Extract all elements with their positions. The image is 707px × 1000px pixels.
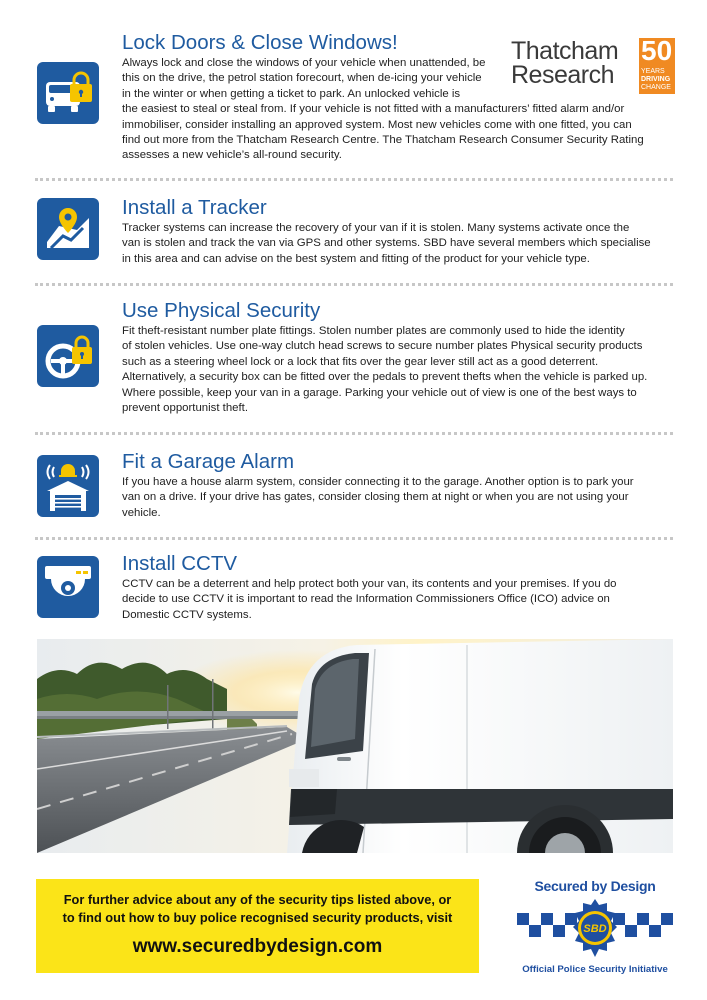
section-body	[122, 577, 676, 623]
section-heading: Use Physical Security	[122, 299, 321, 322]
text-line: van is stolen and track the van via GPS and other systems. SBD have several members which specialise	[122, 237, 651, 250]
text-line: decide to use CCTV it is important to read the Information Commissioners Office (ICO) advice on	[122, 593, 610, 606]
text-line: Alternatively, a security box can be fitted over the pedals to prevent thefts when the vehicle is parked up.	[122, 371, 648, 384]
text-line: van on a drive. If your drive has gates, consider closing them at night or when you are not using your	[122, 491, 629, 504]
van-lock-icon	[37, 62, 99, 124]
footer-advice-box	[36, 879, 479, 973]
fifty-years-badge	[639, 35, 675, 94]
section-divider	[35, 178, 673, 181]
text-line: the easiest to steal or steal from. If your vehicle is not fitted with a manufacturers’ fitted alarm and/or	[122, 103, 625, 116]
footer-text-line-1: For further advice about any of the security tips listed above, or	[63, 892, 452, 907]
text-line: find out more from the Thatcham Research Centre. The Thatcham Research Consumer Security Rating	[122, 134, 644, 147]
text-line: CCTV can be a deterrent and help protect both your van, its contents and your premises. If you do	[122, 578, 617, 590]
footer-text-line-2: to find out how to buy police recognised security products, visit	[62, 910, 453, 925]
sbd-title: Secured by Design	[534, 878, 656, 894]
white-van-photo	[37, 639, 673, 853]
text-line: Always lock and close the windows of your vehicle when unattended, be	[122, 57, 486, 69]
text-line: in this area and can advise on the best system and fitting of the product for your vehicle type.	[122, 252, 590, 265]
text-line: of stolen vehicles. Use one-way clutch head screws to secure number plates Physical security products	[122, 340, 643, 353]
text-line: Domestic CCTV systems.	[122, 608, 252, 621]
section-divider	[35, 432, 673, 435]
text-line: Where possible, keep your van in a garage. Parking your vehicle out of view is one of the best ways to	[122, 386, 637, 399]
badge-number: 50	[641, 35, 673, 66]
garage-alarm-icon	[37, 455, 99, 517]
thatcham-research-logo	[511, 35, 677, 96]
text-line: vehicle.	[122, 506, 161, 519]
text-line: immobiliser, consider installing an approved system. Most new vehicles come with one fitted, you can	[122, 118, 632, 131]
text-line: Tracker systems can increase the recovery of your van if it is stolen. Many systems activate once the	[122, 222, 630, 234]
logo-line-2: Research	[511, 61, 614, 89]
badge-line-1: YEARS	[641, 68, 665, 75]
section-divider	[35, 283, 673, 286]
section-body	[122, 221, 676, 267]
badge-line-2: DRIVING	[641, 76, 671, 83]
text-line: in the winter or when getting a ticket to park. An unlocked vehicle is	[122, 87, 461, 100]
cctv-camera-icon	[37, 556, 99, 618]
text-line: this on the drive, the petrol station forecourt, when de-icing your vehicle	[122, 72, 482, 85]
text-line: such as a steering wheel lock or a lock that fits over the gear lever still act as a good deterrent.	[122, 355, 599, 368]
text-line: prevent opportunist theft.	[122, 402, 249, 415]
section-body	[122, 324, 676, 416]
sbd-badge-text: SBD	[583, 923, 607, 935]
steering-wheel-lock-icon	[37, 325, 99, 387]
section-heading: Install a Tracker	[122, 196, 267, 219]
section-body	[122, 475, 676, 521]
website-link[interactable]: www.securedbydesign.com	[132, 936, 383, 957]
sbd-tagline: Official Police Security Initiative	[522, 964, 668, 975]
secured-by-design-logo	[515, 878, 675, 978]
section-heading: Install CCTV	[122, 552, 238, 575]
map-pin-icon	[37, 198, 99, 260]
logo-line-1: Thatcham	[511, 37, 619, 65]
section-divider	[35, 537, 673, 540]
section-heading: Lock Doors & Close Windows!	[122, 31, 398, 54]
badge-line-3: CHANGE	[641, 84, 671, 91]
section-heading: Fit a Garage Alarm	[122, 450, 295, 473]
text-line: Fit theft-resistant number plate fittings. Stolen number plates are commonly used to hide the identity	[122, 325, 625, 337]
text-line: assesses a new vehicle’s all-round security.	[122, 149, 342, 162]
text-line: If you have a house alarm system, consider connecting it to the garage. Another option is to park your	[122, 476, 634, 488]
police-checkerboard-badge-icon	[515, 897, 675, 961]
